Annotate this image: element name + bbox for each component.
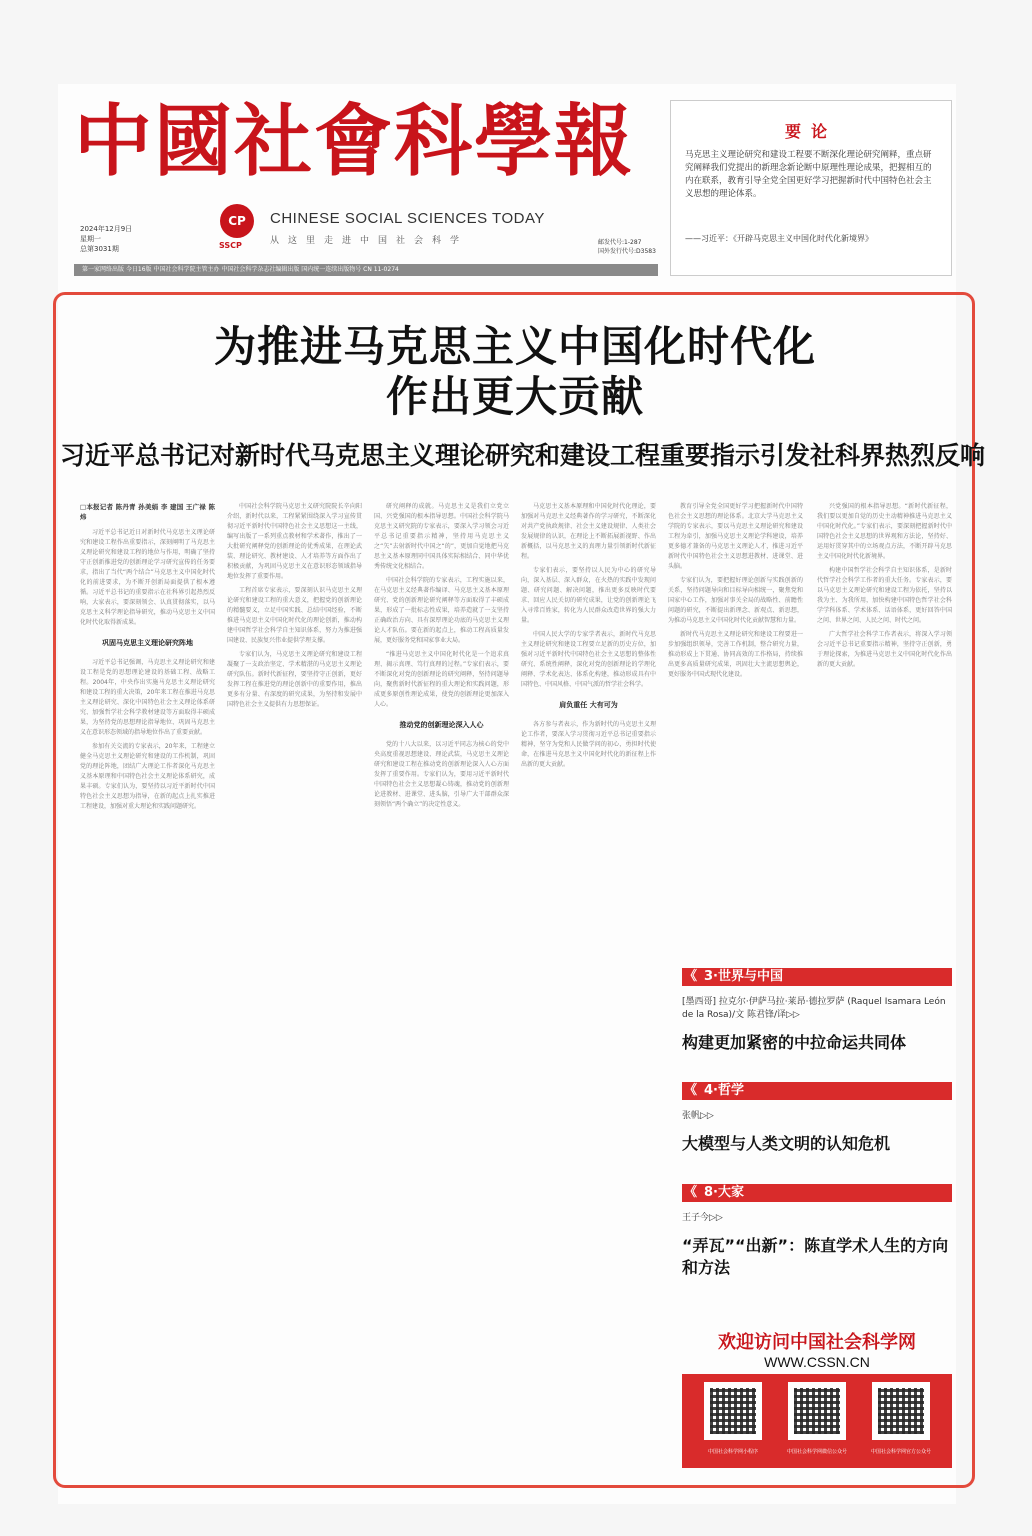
section-heading: 巩固马克思主义理论研究阵地 — [102, 639, 193, 647]
editorial-body: 马克思主义理论研究和建设工程要不断深化理论研究阐释，重点研究阐释我们党提出的新理念新论断中原理性理论成果，把握相互的内在联系，教育引导全党全国更好学习把握新时代中国特色社会主义思想的理论体系。 — [685, 150, 932, 199]
teaser-world-china[interactable] — [682, 968, 952, 1054]
byline: □本报记者 陈丹青 孙美娟 李 建国 王广禄 陈炜 — [80, 503, 215, 521]
article-column-3 — [374, 502, 509, 1462]
paragraph: 专家们认为，马克思主义理论研究和建设工程凝聚了一支政治坚定、学术精湛的马克思主义理论研究队伍。新时代新征程，要坚持守正创新，更好发挥工程在推进党的理论创新中的重要作用，推出更多有分量、有深度的研究成果，为坚持和发展中国特色社会主义提供有力思想保证。 — [227, 651, 362, 708]
paragraph: 构建中国哲学社会科学自主知识体系，是新时代哲学社会科学工作者的重大任务。专家表示，要以马克思主义理论研究和建设工程为依托，坚持以我为主、为我所用，加快构建中国特色哲学社会科学学科体系、学术体系、话语体系，更好回答中国之问、世界之问、人民之问、时代之问。 — [817, 567, 952, 624]
publication-codes — [598, 238, 656, 256]
masthead-bar-text: 第一家网络出版 今日16版 中国社会科学院主管主办 中国社会科学杂志社编辑出版 国内统一连续出版物号 CN 11-0274 — [82, 266, 399, 273]
article-headline — [80, 322, 950, 422]
teaser-author: 张帆▷▷ — [682, 1111, 714, 1121]
paragraph: 专家们认为，要把握好理论创新与实践创新的关系，坚持问题导向和目标导向相统一，聚焦党和国家中心工作，加强对事关全局的战略性、前瞻性问题的研究，不断提出新理念、新观点、新思想，为推动马克思主义中国化时代化贡献智慧和力量。 — [668, 577, 803, 624]
article-subheadline: 习近平总书记对新时代马克思主义理论研究和建设工程重要指示引发社科界热烈反响 — [60, 441, 986, 470]
newspaper-masthead: 中國社會科學報 — [74, 96, 635, 187]
article-column-4 — [521, 502, 656, 1462]
issue-date: 2024年12月9日 — [80, 225, 133, 233]
paragraph: 习近平总书记强调，马克思主义理论研究和建设工程是党的思想理论建设的基础工程、战略工程。2004年，中央作出实施马克思主义理论研究和建设工程的重大决策，20年来工程在推进马克思主义理论研究、深化中国特色社会主义理论体系研究、加强哲学社会科学教材建设等方面取得丰硕成果，为坚持党的思想理论指导地位、巩固马克思主义在意识形态领域的指导地位作出了重要贡献。 — [80, 659, 215, 736]
teaser-title[interactable]: “弄瓦”“出新”：陈直学术人生的方向和方法 — [682, 1236, 949, 1277]
paragraph: 广大哲学社会科学工作者表示，将深入学习领会习近平总书记重要指示精神，坚持守正创新，勇于理论探索，为推进马克思主义中国化时代化作出新的更大贡献。 — [817, 631, 952, 668]
promo-url[interactable]: WWW.CSSN.CN — [764, 1354, 870, 1370]
overseas-code: 国外发行代号:D3583 — [598, 248, 656, 255]
postal-code: 邮发代号:1-287 — [598, 239, 642, 246]
qr-code-panel — [682, 1374, 952, 1468]
editorial-box — [670, 100, 952, 276]
paragraph: 各方参与者表示，作为新时代的马克思主义理论工作者，要深入学习贯彻习近平总书记重要指示精神，坚守为党和人民做学问的初心，勇担时代使命，在推进马克思主义中国化时代化的新征程上作出新的更大贡献。 — [521, 721, 656, 768]
promo-title: 欢迎访问中国社会科学网 — [718, 1332, 916, 1353]
logo-label: SSCP — [219, 241, 242, 250]
article-column-5 — [668, 502, 803, 962]
teaser-title[interactable]: 大模型与人类文明的认知危机 — [682, 1134, 891, 1153]
editorial-signature: ——习近平：《开辟马克思主义中国化时代化新境界》 — [685, 234, 873, 243]
teaser-masters[interactable] — [682, 1184, 952, 1279]
section-tag: 《 4·哲学 — [682, 1082, 952, 1100]
teaser-philosophy[interactable] — [682, 1082, 952, 1155]
paragraph: 党的十八大以来，以习近平同志为核心的党中央高度重视思想建设、理论武装，马克思主义理论研究和建设工程在推动党的创新理论深入人心方面发挥了重要作用。专家们认为，要用习近平新时代中国特色社会主义思想凝心铸魂，推动党的创新理论进教材、进课堂、进头脑，引导广大干部群众深刻领悟“两个确立”的决定性意义。 — [374, 741, 509, 808]
headline-line-1: 为推进马克思主义中国化时代化 — [213, 322, 816, 371]
paragraph: 中国社会科学院马克思主义研究院院长辛向阳介绍，新时代以来，工程紧紧围绕深入学习宣传贯彻习近平新时代中国特色社会主义思想这一主线，编写出版了一系列重点教材和学术著作，推出了一大批研究阐释党的创新理论的优秀成果，在理论武装、理论研究、教材建设、人才培养等方面作出了积极贡献，为巩固马克思主义在意识形态领域指导地位发挥了重要作用。 — [227, 503, 362, 580]
paragraph: 中国社会科学院的专家表示，工程实施以来，在马克思主义经典著作编译、马克思主义基本原理研究、党的创新理论研究阐释等方面取得了丰硕成果，形成了一批标志性成果，培养造就了一支坚持正确政治方向、具有深厚理论功底的马克思主义理论人才队伍。要在新的起点上，推动工程高质量发展，更好服务党和国家事业大局。 — [374, 577, 509, 644]
article-column-1 — [80, 502, 215, 1462]
paragraph: 工程首席专家表示，要深刻认识马克思主义理论研究和建设工程的重大意义，把握党的创新理论的精髓要义，立足中国实践、总结中国经验，不断推进马克思主义中国化时代化的理论创新，推动构建中国哲学社会科学自主知识体系，努力为推进强国建设、民族复兴伟业提供学理支撑。 — [227, 587, 362, 644]
issue-number: 总第3031期 — [80, 245, 119, 253]
english-title: CHINESE SOCIAL SCIENCES TODAY — [270, 210, 545, 227]
cssn-logo-icon: CP — [220, 204, 254, 238]
teaser-author: [墨西哥] 拉克尔·伊萨马拉·莱昂·德拉罗萨 (Raquel Isamara León de la Rosa)/文 陈君锋/译▷▷ — [682, 997, 946, 1020]
editorial-title: 要论 — [784, 122, 837, 141]
paragraph: 习近平总书记近日对新时代马克思主义理论研究和建设工程作出重要指示，深刻阐明了马克思主义理论研究和建设工程的地位与作用，明确了坚持守正创新推进党的创新理论学习研究宣传的任务要求，指出了当代“两个结合”马克思主义中国化时代化的前进要求，为不断开创新局面提供了根本遵循。习近平总书记的重要指示在社科界引起热烈反响，大家表示，要深刻领会、认真贯彻落实，以马克思主义科学理论指导研究，推动马克思主义中国化时代化取得新成果。 — [80, 529, 215, 626]
qr-code-icon[interactable] — [704, 1382, 762, 1440]
paragraph: 兴党强国的根本指导思想。“新时代新征程，我们要以更加自觉的历史主动精神推进马克思主义中国化时代化。”专家们表示，要深刻把握新时代中国特色社会主义思想的世界观和方法论，坚持好、运用好贯穿其中的立场观点方法，不断开辟马克思主义中国化时代化新境界。 — [817, 503, 952, 560]
article-column-2 — [227, 502, 362, 1462]
issue-info — [80, 224, 132, 254]
section-tag: 《 8·大家 — [682, 1184, 952, 1202]
qr-label: 中国社会科学网微信公众号 — [786, 1449, 847, 1455]
section-tag: 《 3·世界与中国 — [682, 968, 952, 986]
qr-label: 中国社会科学网小程序 — [707, 1449, 758, 1455]
paragraph: “推进马克思主义中国化时代化是一个追求真理、揭示真理、笃行真理的过程。”专家们表示，要不断深化对党的创新理论的研究阐释，坚持问题导向，聚焦新时代新征程的重大理论和实践问题，形成更多原创性理论成果，使党的创新理论更加深入人心。 — [374, 651, 509, 708]
article-column-6 — [817, 502, 952, 962]
paragraph: 新时代马克思主义理论研究和建设工程要进一步加强组织领导，完善工作机制，整合研究力量，推动形成上下贯通、协同高效的工作格局，持续推出更多高质量研究成果，巩固壮大主流思想舆论，更好服务中国式现代化建设。 — [668, 631, 803, 678]
paragraph: 研究阐释的成就。马克思主义是我们立党立国、兴党强国的根本指导思想。中国社会科学院马克思主义研究院的专家表示，要深入学习领会习近平总书记重要指示精神，坚持用马克思主义之“矢”去射新时代中国之“的”，更加自觉地把马克思主义基本原理同中国具体实际相结合、同中华优秀传统文化相结合。 — [374, 503, 509, 570]
qr-code-icon[interactable] — [788, 1382, 846, 1440]
section-heading: 肩负重任 大有可为 — [559, 701, 618, 709]
issue-weekday: 星期一 — [80, 235, 101, 243]
paragraph: 专家们表示，要坚持以人民为中心的研究导向，深入基层、深入群众，在火热的实践中发现问题、研究问题、解决问题，推出更多反映时代要求、回应人民关切的研究成果，让党的创新理论飞入寻常百姓家，转化为人民群众改造世界的强大力量。 — [521, 567, 656, 624]
section-heading: 推动党的创新理论深入人心 — [399, 721, 484, 729]
teaser-title[interactable]: 构建更加紧密的中拉命运共同体 — [682, 1033, 907, 1052]
paragraph: 教育引导全党全国更好学习把握新时代中国特色社会主义思想的理论体系。北京大学马克思主义学院的专家表示，要以马克思主义理论研究和建设工程为牵引，加强马克思主义理论学科建设，培养更多德才兼备的马克思主义理论人才，推进习近平新时代中国特色社会主义思想进教材、进课堂、进头脑。 — [668, 503, 803, 570]
qr-label: 中国社会科学网官方公众号 — [870, 1449, 931, 1455]
masthead-slogan: 从这里走进中国社会科学 — [270, 236, 469, 246]
headline-line-2: 作出更大贡献 — [385, 372, 644, 421]
masthead-info-bar — [74, 264, 658, 276]
paragraph: 马克思主义基本原理和中国化时代化理论，要加强对马克思主义经典著作的学习研究，不断深化对共产党执政规律、社会主义建设规律、人类社会发展规律的认识，在理论上不断拓展新视野、作出新概括，以马克思主义的真理力量引领新时代新征程。 — [521, 503, 656, 560]
teaser-author: 王子今▷▷ — [682, 1213, 723, 1223]
paragraph: 中国人民大学的专家学者表示，新时代马克思主义理论研究和建设工程要立足新的历史方位，加强对习近平新时代中国特色社会主义思想的整体性研究、系统性阐释，深化对党的创新理论的学理化阐释、学术化表达、体系化构建，推动形成具有中国特色、中国风格、中国气派的哲学社会科学。 — [521, 631, 656, 688]
qr-code-icon[interactable] — [872, 1382, 930, 1440]
paragraph: 参加有关交流的专家表示，20年来，工程建立健全马克思主义理论研究和建设的工作机制，巩固党的理论阵地，团结广大理论工作者深化马克思主义基本原理和中国特色社会主义理论体系研究，成果丰硕。专家们认为，要坚持以习近平新时代中国特色社会主义思想为指导，在新的起点上扎实推进工程建设，加强对重大理论和实践问题研究。 — [80, 743, 215, 810]
